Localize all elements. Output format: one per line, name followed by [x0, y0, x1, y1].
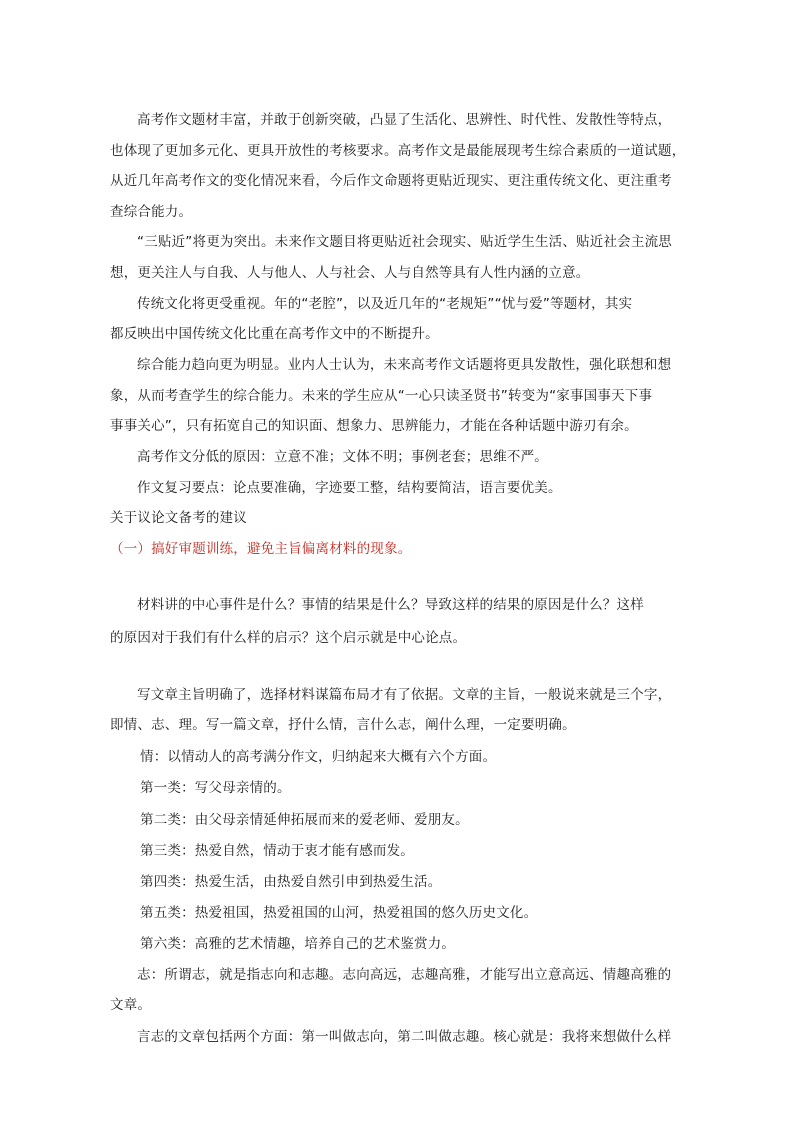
text-line: 都反映出中国传统文化比重在高考作文中的不断提升。 — [110, 326, 439, 342]
text-line: 综合能力趋向更为明显。业内人士认为，未来高考作文话题将更具发散性，强化联想和想 — [137, 357, 672, 373]
section-heading: 关于议论文备考的建议 — [110, 510, 247, 526]
list-item: 第二类：由父母亲情延伸拓展而来的爱老师、爱朋友。 — [140, 812, 469, 828]
text-line: 象，从而考查学生的综合能力。未来的学生应从“一心只读圣贤书”转变为“家事国事天下事 — [110, 388, 653, 404]
list-item: 第三类：热爱自然，情动于衷才能有感而发。 — [140, 843, 414, 859]
text-line: 志：所谓志，就是指志向和志趣。志向高远，志趣高雅，才能写出立意高远、情趣高雅的 — [137, 967, 672, 983]
text-line: 情：以情动人的高考满分作文，归纳起来大概有六个方面。 — [140, 749, 497, 765]
text-line: 高考作文分低的原因：立意不准；文体不明；事例老套；思维不严。 — [137, 449, 548, 465]
list-item: 第四类：热爱生活，由热爱自然引申到热爱生活。 — [140, 874, 442, 890]
text-line: 即情、志、理。写一篇文章，抒什么情，言什么志，阐什么理，一定要明确。 — [110, 717, 576, 733]
text-line: 的原因对于我们有什么样的启示？这个启示就是中心论点。 — [110, 630, 467, 646]
list-item: 第五类：热爱祖国，热爱祖国的山河，热爱祖国的悠久历史文化。 — [140, 905, 538, 921]
text-line: 也体现了更加多元化、更具开放性的考核要求。高考作文是最能展现考生综合素质的一道试题， — [110, 143, 686, 159]
text-line: 言志的文章包括两个方面：第一叫做志向，第二叫做志趣。核心就是：我将来想做什么样 — [137, 1029, 672, 1045]
text-line: 作文复习要点：论点要准确，字迹要工整，结构要简洁，语言要优美。 — [137, 480, 562, 496]
text-line: 材料讲的中心事件是什么？事情的结果是什么？导致这样的结果的原因是什么？这样 — [137, 597, 644, 613]
text-line: 想，更关注人与自我、人与他人、人与社会、人与自然等具有人性内涵的立意。 — [110, 265, 590, 281]
text-line: 事事关心”，只有拓宽自己的知识面、想象力、思辨能力，才能在各种话题中游刃有余。 — [110, 418, 638, 434]
text-line: 文章。 — [110, 997, 152, 1013]
list-item: 第一类：写父母亲情的。 — [140, 780, 291, 796]
subsection-heading: （一）搞好审题训练，避免主旨偏离材料的现象。 — [110, 541, 412, 557]
text-line: 写文章主旨明确了，选择材料谋篇布局才有了依据。文章的主旨，一般说来就是三个字， — [137, 687, 672, 703]
text-line: 查综合能力。 — [110, 204, 193, 220]
text-line: “三贴近”将更为突出。未来作文题目将更贴近社会现实、贴近学生生活、贴近社会主流思 — [137, 234, 672, 250]
text-line: 传统文化将更受重视。年的“老腔”，以及近几年的“老规矩”“忧与爱”等题材，其实 — [137, 296, 633, 312]
text-line: 高考作文题材丰富，并敢于创新突破，凸显了生活化、思辨性、时代性、发散性等特点， — [137, 112, 672, 128]
list-item: 第六类：高雅的艺术情趣，培养自己的艺术鉴赏力。 — [140, 936, 456, 952]
text-line: 从近几年高考作文的变化情况来看，今后作文命题将更贴近现实、更注重传统文化、更注重考 — [110, 173, 672, 189]
